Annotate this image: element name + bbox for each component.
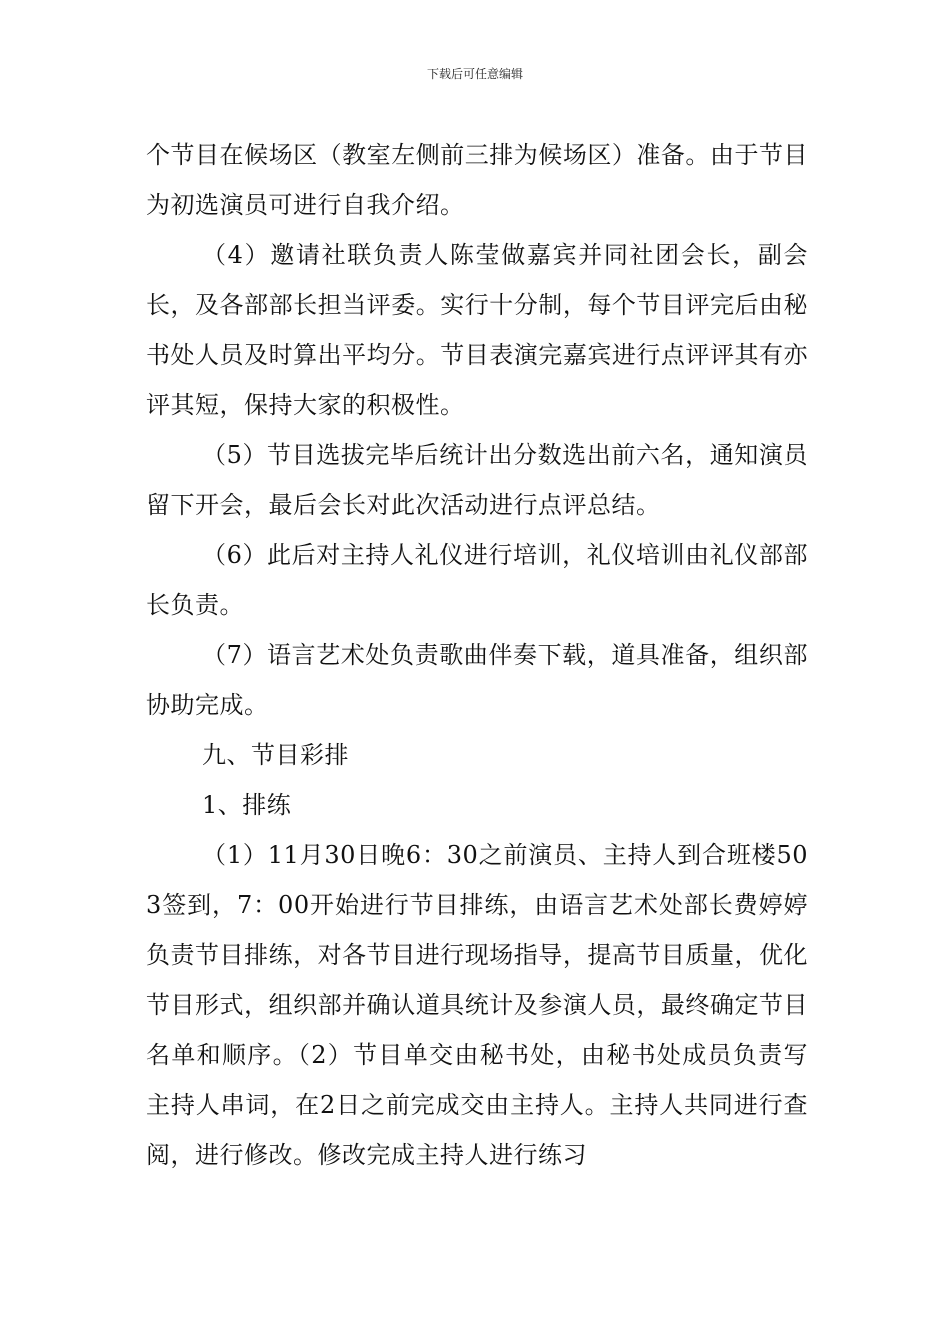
paragraph-6: （1）11月30日晚6：30之前演员、主持人到合班楼503签到，7：00开始进行节目排练，由语言艺术处部长费婷婷负责节目排练，对各节目进行现场指导，提高节目质量，优化节目形式，组织部并确认道具统计及参演人员，最终确定节目名单和顺序。（2）节目单交由秘书处，由秘书处成员负责写主持人串词，在2日之前完成交由主持人。主持人共同进行查阅，进行修改。修改完成主持人进行练习 <box>146 841 808 1169</box>
paragraph-1: 个节目在候场区（教室左侧前三排为候场区）准备。由于节目为初选演员可进行自我介绍。 <box>146 141 808 219</box>
page-header: 下载后可任意编辑 <box>426 67 523 81</box>
section-heading: 九、节目彩排 <box>202 741 349 769</box>
paragraph-3: （5）节目选拔完毕后统计出分数选出前六名，通知演员留下开会，最后会长对此次活动进行点评总结。 <box>146 441 808 519</box>
paragraph-2: （4）邀请社联负责人陈莹做嘉宾并同社团会长，副会长，及各部部长担当评委。实行十分制，每个节目评完后由秘书处人员及时算出平均分。节目表演完嘉宾进行点评评其有亦评其短，保持大家的积极性。 <box>146 241 808 419</box>
subsection-heading: 1、排练 <box>202 791 292 819</box>
paragraph-4: （6）此后对主持人礼仪进行培训，礼仪培训由礼仪部部长负责。 <box>146 541 808 619</box>
document-body <box>146 130 808 1180</box>
paragraph-5: （7）语言艺术处负责歌曲伴奏下载，道具准备，组织部协助完成。 <box>146 641 808 719</box>
